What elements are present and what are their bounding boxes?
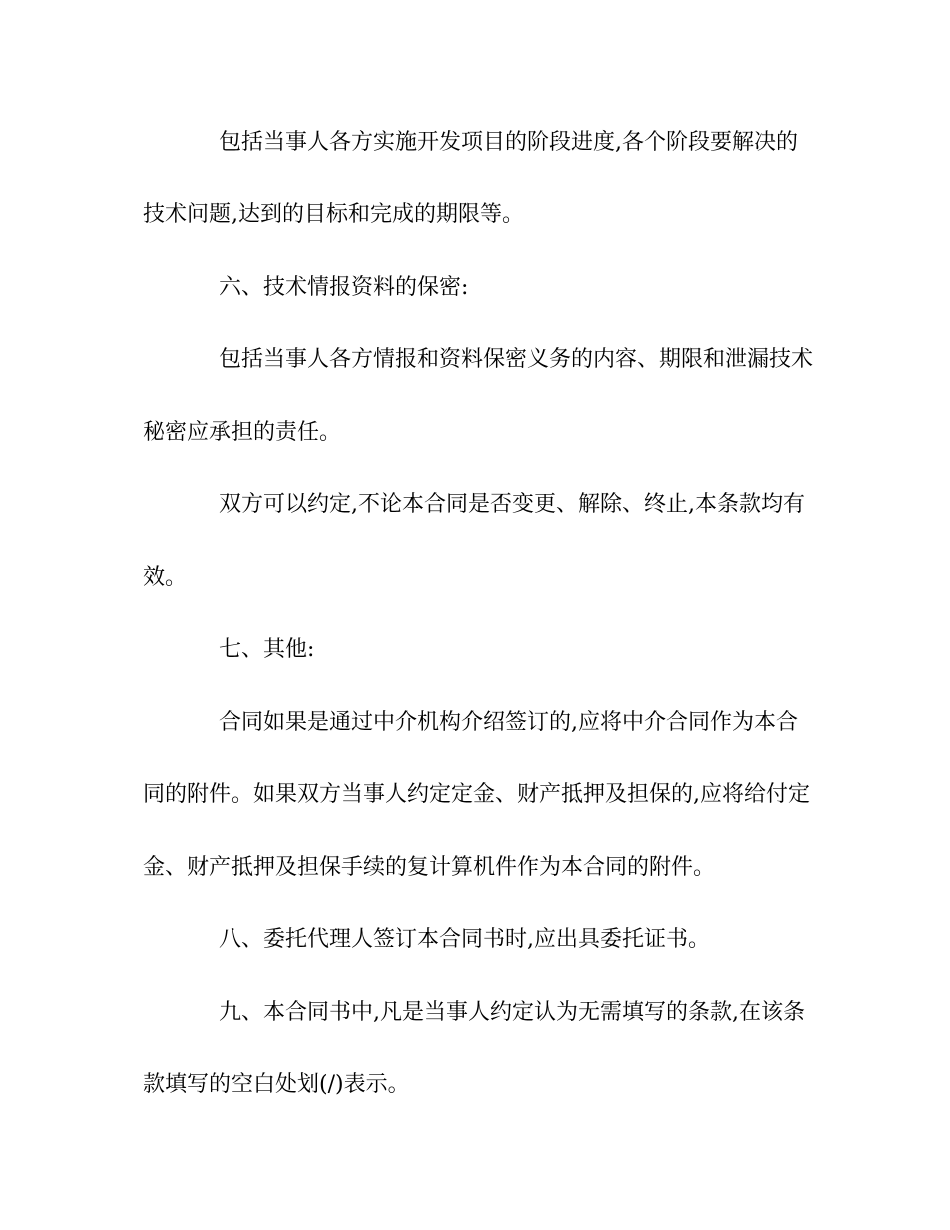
paragraph-line: 包括当事人各方实施开发项目的阶段进度,各个阶段要解决的 — [219, 130, 798, 155]
paragraph-line: 秘密应承担的责任。 — [143, 420, 342, 445]
paragraph-line: 金、财产抵押及担保手续的复计算机件作为本合同的附件。 — [143, 855, 716, 880]
section-heading: 八、委托代理人签订本合同书时,应出具委托证书。 — [219, 927, 710, 952]
paragraph-line: 效。 — [143, 565, 188, 590]
section-heading: 九、本合同书中,凡是当事人约定认为无需填写的条款,在该条 — [219, 1000, 805, 1025]
paragraph-line: 包括当事人各方情报和资料保密义务的内容、期限和泄漏技术 — [219, 347, 814, 372]
section-heading: 六、技术情报资料的保密: — [219, 275, 469, 300]
paragraph-line: 合同如果是通过中介机构介绍签订的,应将中介合同作为本合 — [219, 710, 798, 735]
section-heading: 七、其他: — [219, 637, 315, 662]
paragraph-line: 双方可以约定,不论本合同是否变更、解除、终止,本条款均有 — [219, 492, 805, 517]
paragraph-line: 款填写的空白处划(/)表示。 — [143, 1072, 410, 1097]
paragraph-line: 同的附件。如果双方当事人约定定金、财产抵押及担保的,应将给付定 — [143, 782, 810, 807]
paragraph-line: 技术问题,达到的目标和完成的期限等。 — [143, 202, 524, 227]
